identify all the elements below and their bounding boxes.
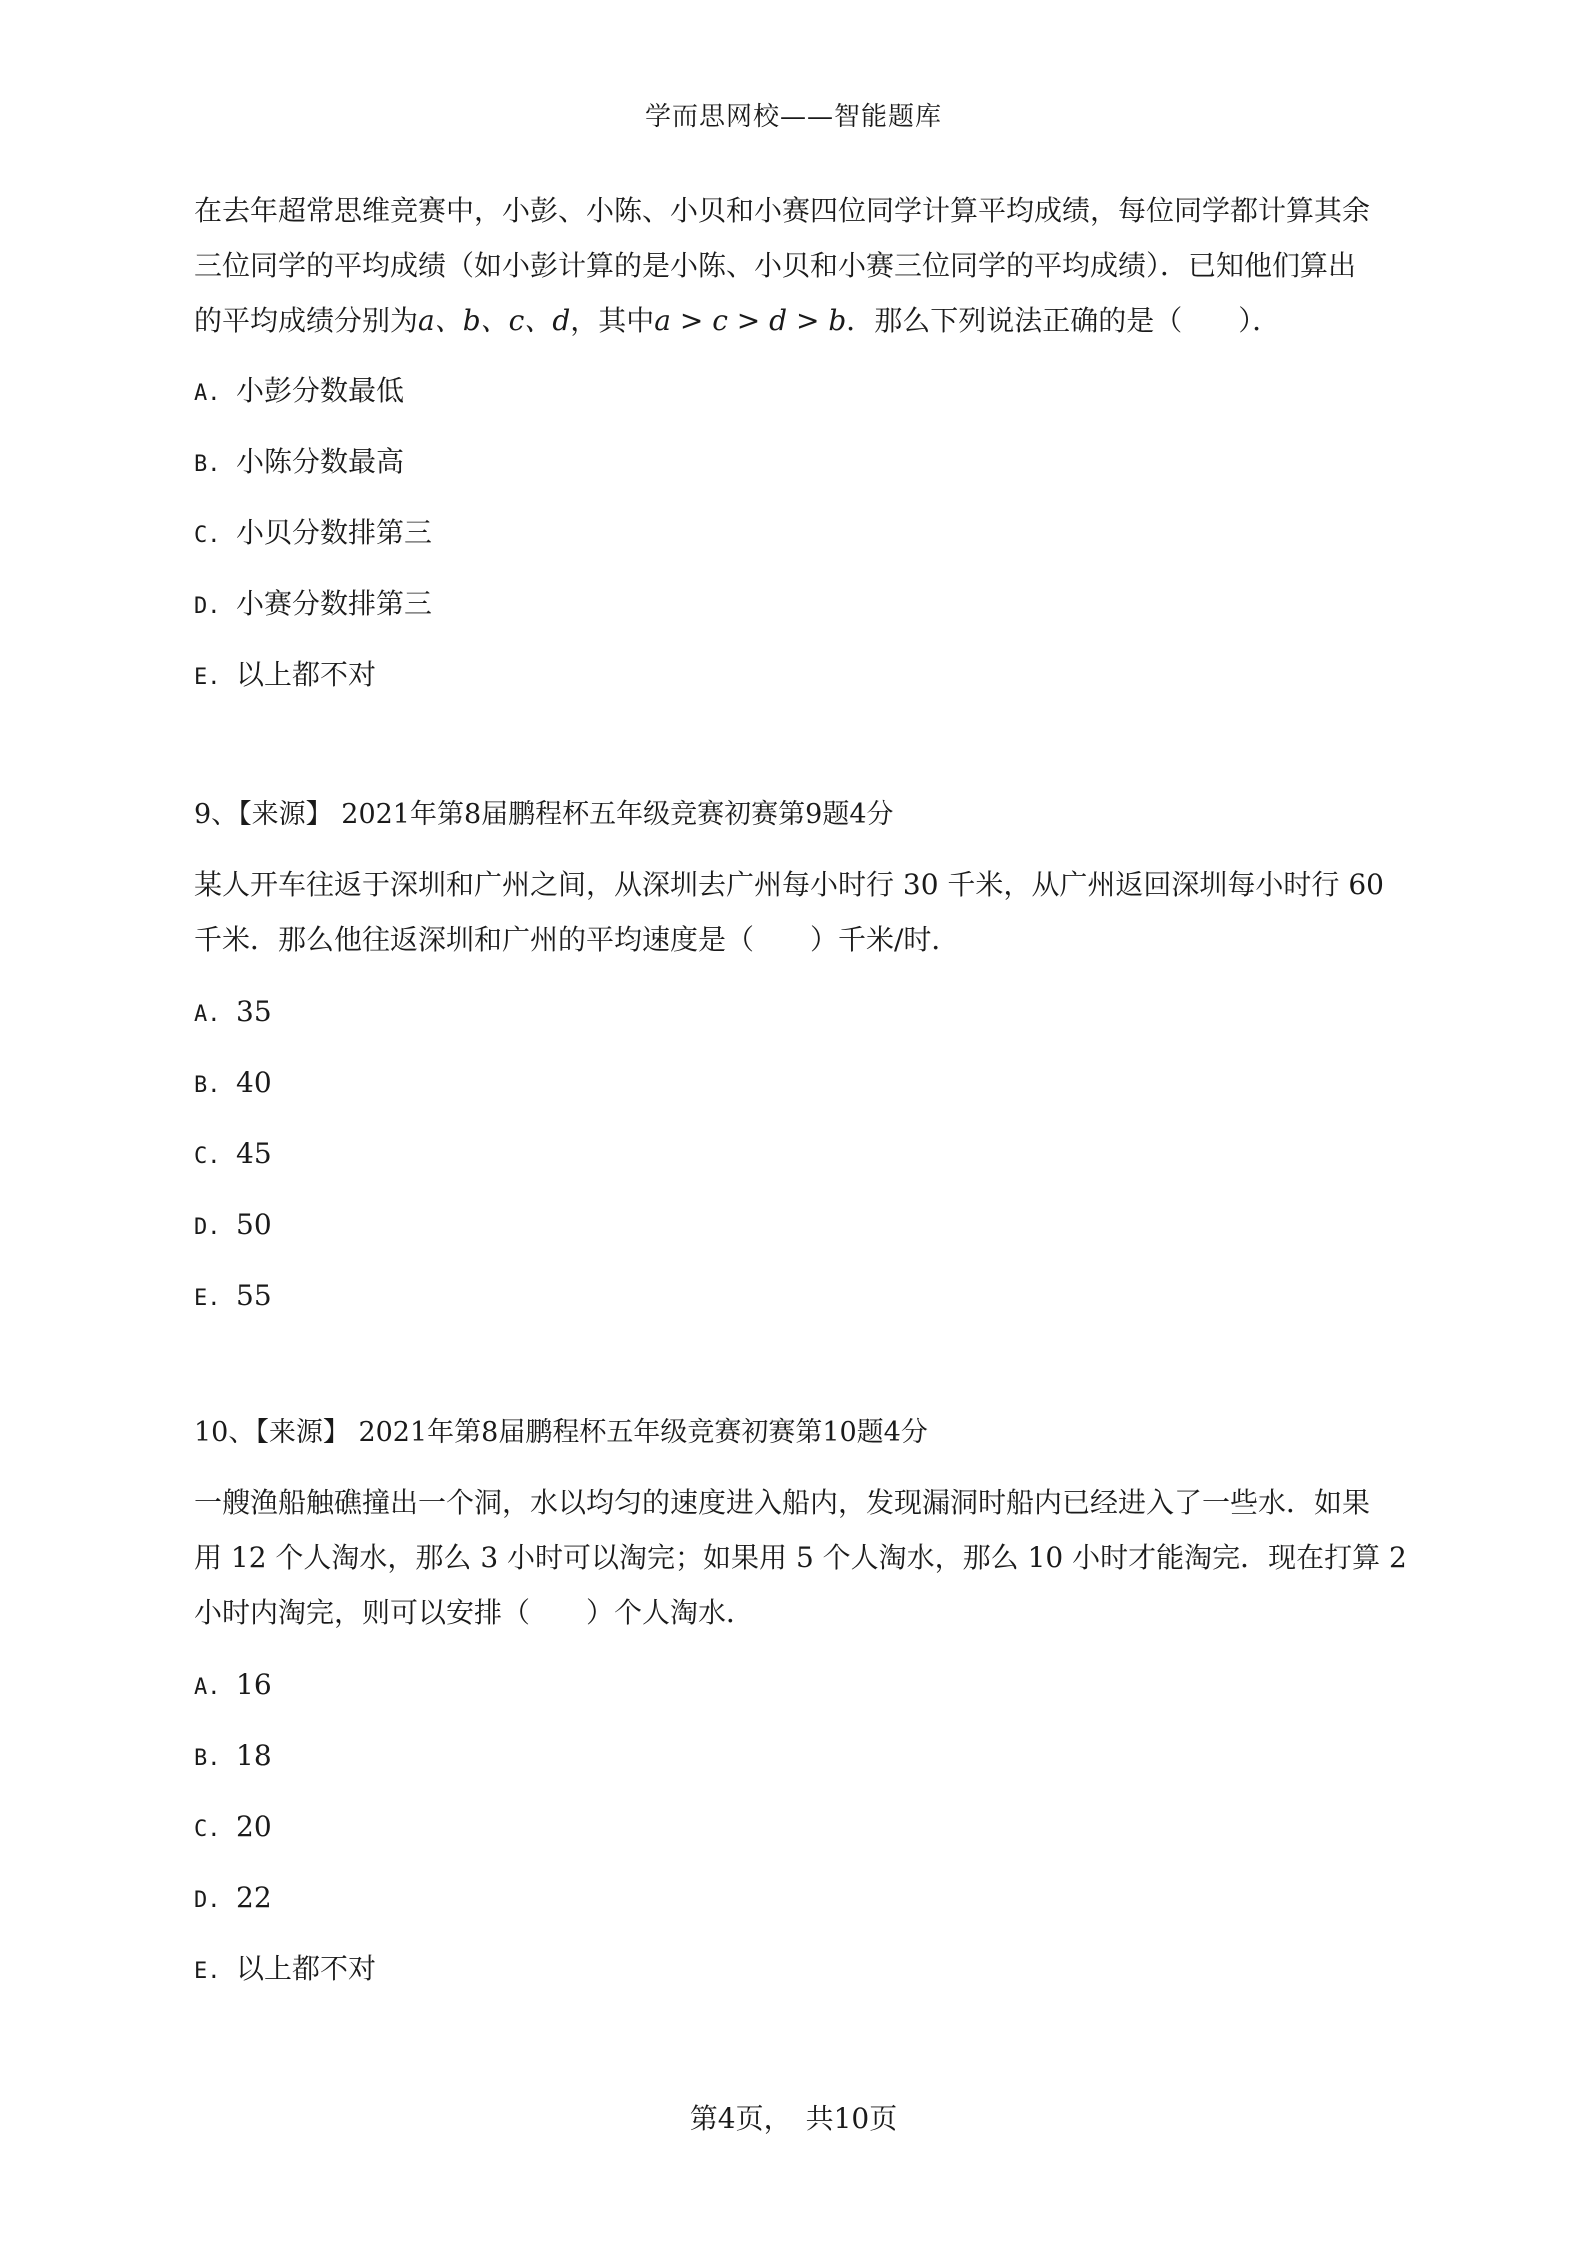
option-letter: C. xyxy=(194,1144,221,1169)
option-text: 小彭分数最低 xyxy=(236,374,405,407)
option-text: 40 xyxy=(236,1066,272,1099)
q8-line3-suffix: ．那么下列说法正确的是（ ）． xyxy=(846,304,1281,337)
q8-line3-mid: ，其中 xyxy=(570,304,655,337)
option-text: 16 xyxy=(236,1668,272,1701)
q8-line3-prefix: 的平均成绩分别为 xyxy=(194,304,419,337)
option-text: 以上都不对 xyxy=(236,658,377,691)
option-letter: E. xyxy=(194,665,221,690)
option-text: 小赛分数排第三 xyxy=(236,587,433,620)
q10-text-line-2: 用 12 个人淘水，那么 3 小时可以淘完；如果用 5 个人淘水，那么 10 小时才能淘完．现在打算 2 xyxy=(194,1541,1407,1574)
option-text: 45 xyxy=(236,1137,272,1170)
option-letter: D. xyxy=(194,594,221,619)
q8-text-line-2: 三位同学的平均成绩（如小彭计算的是小陈、小贝和小赛三位同学的平均成绩）．已知他们算出 xyxy=(194,249,1357,282)
option-text: 小贝分数排第三 xyxy=(236,516,433,549)
q9-source: 9、【来源】 2021年第8届鹏程杯五年级竞赛初赛第9题4分 xyxy=(194,799,894,830)
option-letter: A. xyxy=(194,1002,221,1027)
q9-option-e[interactable] xyxy=(194,1279,272,1312)
q10-option-c[interactable] xyxy=(194,1810,272,1843)
page-footer-page-number: 第4页， 共10页 xyxy=(689,2102,898,2135)
q8-option-b[interactable] xyxy=(194,445,405,478)
option-text: 35 xyxy=(236,995,272,1028)
q8-option-d[interactable] xyxy=(194,587,433,620)
q10-text-line-3: 小时内淘完，则可以安排（ ）个人淘水． xyxy=(194,1596,755,1629)
option-text: 以上都不对 xyxy=(236,1952,377,1985)
q8-variables: a、b、c、d xyxy=(418,304,571,337)
q9-text-line-2: 千米．那么他往返深圳和广州的平均速度是（ ）千米/时． xyxy=(194,923,960,956)
q8-option-e[interactable] xyxy=(194,658,377,691)
q8-inequality: a > c > d > b xyxy=(654,304,847,337)
option-letter: E. xyxy=(194,1286,221,1311)
option-letter: D. xyxy=(194,1888,221,1913)
option-letter: C. xyxy=(194,1817,221,1842)
q8-option-c[interactable] xyxy=(194,516,433,549)
option-letter: C. xyxy=(194,523,221,548)
q10-option-e[interactable] xyxy=(194,1952,377,1985)
option-letter: D. xyxy=(194,1215,221,1240)
option-text: 小陈分数最高 xyxy=(236,445,405,478)
option-text: 50 xyxy=(236,1208,272,1241)
q9-option-b[interactable] xyxy=(194,1066,272,1099)
option-text: 18 xyxy=(236,1739,272,1772)
option-letter: B. xyxy=(194,1073,221,1098)
page-header-title: 学而思网校——智能题库 xyxy=(644,102,942,132)
option-text: 20 xyxy=(236,1810,272,1843)
q9-option-a[interactable] xyxy=(194,995,272,1028)
option-letter: B. xyxy=(194,452,221,477)
option-text: 55 xyxy=(236,1279,272,1312)
q10-option-b[interactable] xyxy=(194,1739,272,1772)
option-letter: A. xyxy=(194,381,221,406)
option-letter: E. xyxy=(194,1959,221,1984)
q9-text-line-1: 某人开车往返于深圳和广州之间，从深圳去广州每小时行 30 千米，从广州返回深圳每小时行 60 xyxy=(194,868,1384,901)
q9-option-c[interactable] xyxy=(194,1137,272,1170)
option-letter: A. xyxy=(194,1675,221,1700)
q10-option-d[interactable] xyxy=(194,1881,272,1914)
q8-text-line-1: 在去年超常思维竞赛中，小彭、小陈、小贝和小赛四位同学计算平均成绩，每位同学都计算其余 xyxy=(194,194,1371,227)
q10-text-line-1: 一艘渔船触礁撞出一个洞，水以均匀的速度进入船内，发现漏洞时船内已经进入了一些水．如果 xyxy=(194,1486,1371,1519)
option-text: 22 xyxy=(236,1881,272,1914)
q9-option-d[interactable] xyxy=(194,1208,272,1241)
q10-source: 10、【来源】 2021年第8届鹏程杯五年级竞赛初赛第10题4分 xyxy=(194,1417,928,1448)
option-letter: B. xyxy=(194,1746,221,1771)
q10-option-a[interactable] xyxy=(194,1668,272,1701)
q8-option-a[interactable] xyxy=(194,374,405,407)
q8-text-line-3 xyxy=(194,304,1281,337)
